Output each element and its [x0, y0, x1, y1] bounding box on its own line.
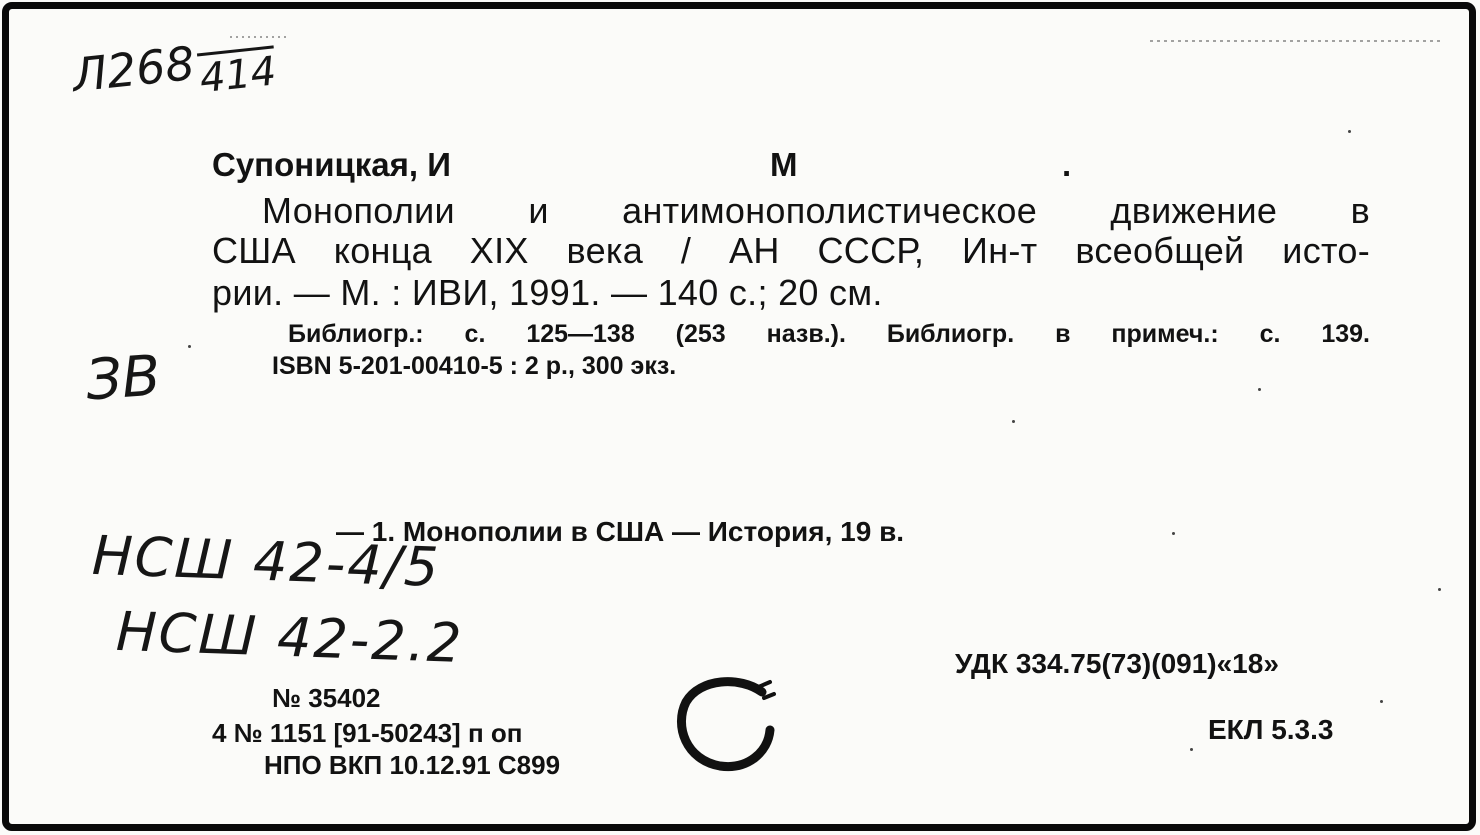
order-line: 4 № 1151 [91-50243] п оп	[212, 718, 523, 748]
handwritten-class-mark-2: НСШ 42-2.2	[115, 599, 465, 676]
scan-speck	[1012, 420, 1015, 423]
handwritten-class-mark-1: НСШ 42-4/5	[91, 523, 442, 600]
handwritten-note-left: ЗВ	[83, 343, 163, 414]
scan-speck	[1348, 130, 1351, 133]
publisher-line: НПО ВКП 10.12.91 С899	[264, 750, 561, 780]
author-name: Супоницкая, И	[212, 146, 451, 183]
title-line-2: США конца XIX века / АН СССР, Ин-т всеобщей исто-	[212, 230, 1370, 271]
title-line-3: рии. — М. : ИВИ, 1991. — 140 с.; 20 см.	[212, 272, 883, 313]
ink-stamp-icon	[670, 668, 790, 778]
shelfmark-fraction: 414	[197, 45, 278, 102]
isbn-note: ISBN 5-201-00410-5 : 2 р., 300 экз.	[272, 352, 677, 380]
author-initial: М	[770, 146, 798, 183]
scan-speck	[1190, 748, 1193, 751]
author-dot: .	[1062, 146, 1072, 183]
udc-code: УДК 334.75(73)(091)«18»	[955, 648, 1279, 679]
scan-speck	[1172, 532, 1175, 535]
title-line-1: Монополии и антимонополистическое движение в	[262, 190, 1370, 231]
scan-speck	[1258, 388, 1261, 391]
scan-speck	[1380, 700, 1383, 703]
scan-speck	[188, 345, 191, 348]
scan-artifact-line	[1150, 40, 1440, 42]
shelfmark-main: Л268	[69, 35, 198, 103]
bibliography-note: Библиогр.: с. 125—138 (253 назв.). Библиогр. в примеч.: с. 139.	[288, 320, 1370, 348]
ekl-code: ЕКЛ 5.3.3	[1208, 714, 1334, 745]
scan-speck	[1438, 588, 1441, 591]
card-number: № 35402	[272, 683, 381, 713]
subject-heading: — 1. Монополии в США — История, 19 в.	[336, 516, 905, 547]
